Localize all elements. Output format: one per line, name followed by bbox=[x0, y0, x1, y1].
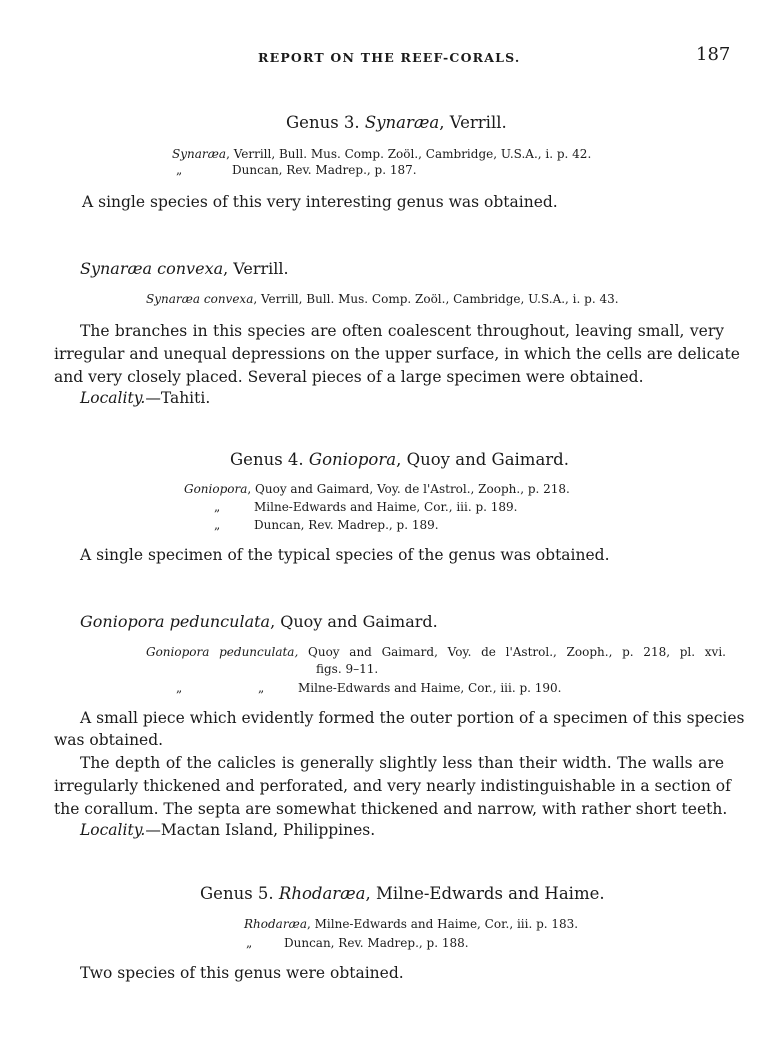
species-goniopora-pedunculata-synonymy-1-cont: figs. 9–11. bbox=[316, 662, 379, 676]
genus-4-synonymy-1: Goniopora, Quoy and Gaimard, Voy. de l'Astrol., Zooph., p. 218. bbox=[184, 482, 570, 496]
genus-4-synonymy-2: „ Milne-Edwards and Haime, Cor., iii. p. 189. bbox=[214, 500, 518, 514]
species-goniopora-pedunculata-synonymy-2: „ „ Milne-Edwards and Haime, Cor., iii. p. 190. bbox=[176, 681, 562, 695]
genus-3-synonymy-1: Synaræa, Verrill, Bull. Mus. Comp. Zoöl., Cambridge, U.S.A., i. p. 42. bbox=[172, 147, 592, 161]
species-goniopora-pedunculata-locality: Locality.—Mactan Island, Philippines. bbox=[80, 821, 376, 839]
species-goniopora-pedunculata-p1-line-2: was obtained. bbox=[54, 731, 164, 749]
species-synaraea-convexa-p-line-2: irregular and unequal depressions on the upper surface, in which the cells are delicate bbox=[54, 345, 740, 363]
genus-4-heading: Genus 4. Goniopora, Quoy and Gaimard. bbox=[230, 450, 569, 469]
genus-5-synonymy-2: „ Duncan, Rev. Madrep., p. 188. bbox=[246, 936, 469, 950]
genus-4-text: A single specimen of the typical species of the genus was obtained. bbox=[80, 546, 610, 564]
genus-5-text: Two species of this genus were obtained. bbox=[80, 964, 404, 982]
species-goniopora-pedunculata-heading: Goniopora pedunculata, Quoy and Gaimard. bbox=[80, 612, 438, 631]
species-goniopora-pedunculata-synonymy-1: Goniopora pedunculata, Quoy and Gaimard, Voy. de l'Astrol., Zooph., p. 218, pl. xvi. bbox=[146, 645, 726, 659]
genus-3-heading: Genus 3. Synaræa, Verrill. bbox=[286, 113, 507, 132]
genus-3-text: A single species of this very interesting genus was obtained. bbox=[82, 193, 558, 211]
species-synaraea-convexa-locality: Locality.—Tahiti. bbox=[80, 389, 211, 407]
species-synaraea-convexa-synonymy: Synaræa convexa, Verrill, Bull. Mus. Comp. Zoöl., Cambridge, U.S.A., i. p. 43. bbox=[146, 292, 619, 306]
species-goniopora-pedunculata-p2-line-2: irregularly thickened and perforated, and very nearly indistinguishable in a section of bbox=[54, 777, 731, 795]
species-goniopora-pedunculata-p1-line-1: A small piece which evidently formed the outer portion of a specimen of this species bbox=[80, 709, 745, 727]
running-title: REPORT ON THE REEF-CORALS. bbox=[258, 50, 521, 65]
genus-5-heading: Genus 5. Rhodaræa, Milne-Edwards and Haime. bbox=[200, 884, 605, 903]
genus-5-synonymy-1: Rhodaræa, Milne-Edwards and Haime, Cor., iii. p. 183. bbox=[244, 917, 579, 931]
genus-3-synonymy-2: „ Duncan, Rev. Madrep., p. 187. bbox=[176, 163, 417, 177]
species-synaraea-convexa-p-line-3: and very closely placed. Several pieces of a large specimen were obtained. bbox=[54, 368, 644, 386]
page-number: 187 bbox=[696, 44, 731, 65]
species-goniopora-pedunculata-p2-line-1: The depth of the calicles is generally slightly less than their width. The walls are bbox=[80, 754, 724, 772]
species-goniopora-pedunculata-p2-line-3: the corallum. The septa are somewhat thickened and narrow, with rather short teeth. bbox=[54, 800, 728, 818]
species-synaraea-convexa-p-line-1: The branches in this species are often coalescent throughout, leaving small, very bbox=[80, 322, 724, 340]
genus-4-synonymy-3: „ Duncan, Rev. Madrep., p. 189. bbox=[214, 518, 439, 532]
species-synaraea-convexa-heading: Synaræa convexa, Verrill. bbox=[80, 259, 289, 278]
